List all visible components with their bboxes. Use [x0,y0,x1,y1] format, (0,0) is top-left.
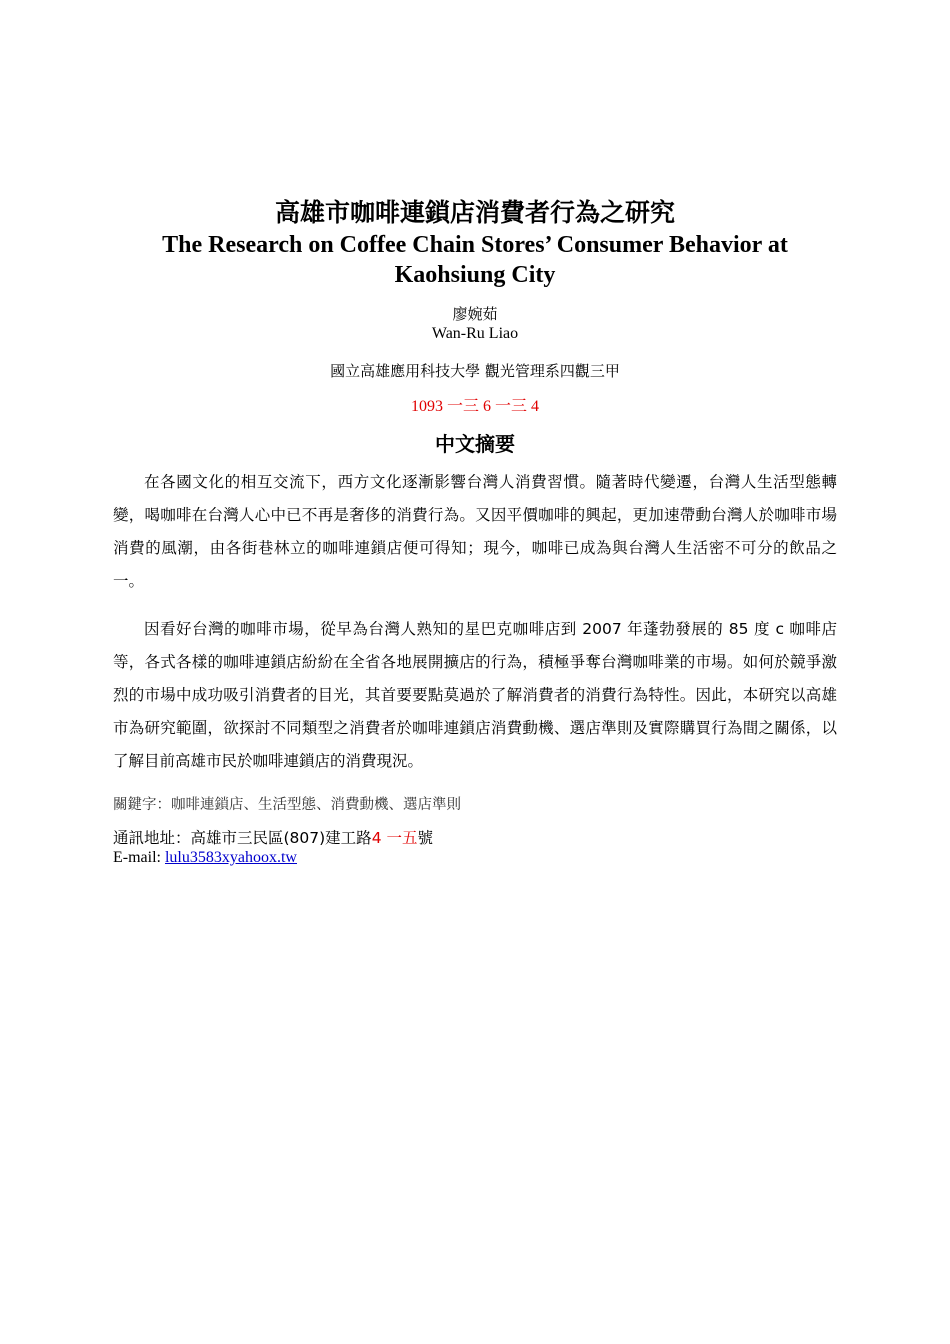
email-line [113,848,837,868]
email-link[interactable]: lulu3583xyahoox.tw [164,849,297,866]
abstract-paragraph-1: 在各國文化的相互交流下，西方文化逐漸影響台灣人消費習慣。隨著時代變遷，台灣人生活型態轉變，喝咖啡在台灣人心中已不再是奢侈的消費行為。又因平價咖啡的興起，更加速帶動台灣人於咖啡市場消費的風潮，由各街巷林立的咖啡連鎖店便可得知；現今，咖啡已成為與台灣人生活密不可分的飲品之一。 [113,473,837,590]
title-english-line-1: The Research on Coffee Chain Stores’ Consumer Behavior at [162,232,788,258]
affiliation: 國立高雄應用科技大學 觀光管理系四觀三甲 [330,362,620,380]
author-name-chinese: 廖婉茹 [452,305,498,323]
email-label: E-mail: [113,849,165,866]
keywords: 關鍵字：咖啡連鎖店、生活型態、消費動機、選店準則 [113,797,461,813]
title-chinese: 高雄市咖啡連鎖店消費者行為之研究 [274,198,675,227]
title-english-line-2: Kaohsiung City [394,262,556,288]
author-name-english: Wan-Ru Liao [431,325,519,342]
address-number: 4 一五 [371,829,418,847]
document-page [113,196,837,868]
abstract-heading: 中文摘要 [435,432,515,456]
address-suffix: 號 [417,829,433,847]
address-prefix: 通訊地址：高雄市三民區(807)建工路 [113,829,372,847]
abstract-paragraph-2: 因看好台灣的咖啡市場，從早為台灣人熟知的星巴克咖啡店到 2007 年蓬勃發展的 85 度 c 咖啡店等，各式各樣的咖啡連鎖店紛紛在全省各地展開擴店的行為，積極爭奪台灣咖啡業的市場。如何於競爭激烈的市場中成功吸引消費者的目光，其首要要點莫過於了解消費者的消費行為特性。因此，本研究以高雄市為研究範圍，欲探討不同類型之消費者於咖啡連鎖店消費動機、選店準則及實際購買行為間之關係，以了解目前高雄市民於咖啡連鎖店的消費現況。 [113,620,837,770]
student-id: 1093 一三 6 一三 4 [410,398,539,415]
mailing-address [113,828,837,848]
title-english [113,230,837,290]
